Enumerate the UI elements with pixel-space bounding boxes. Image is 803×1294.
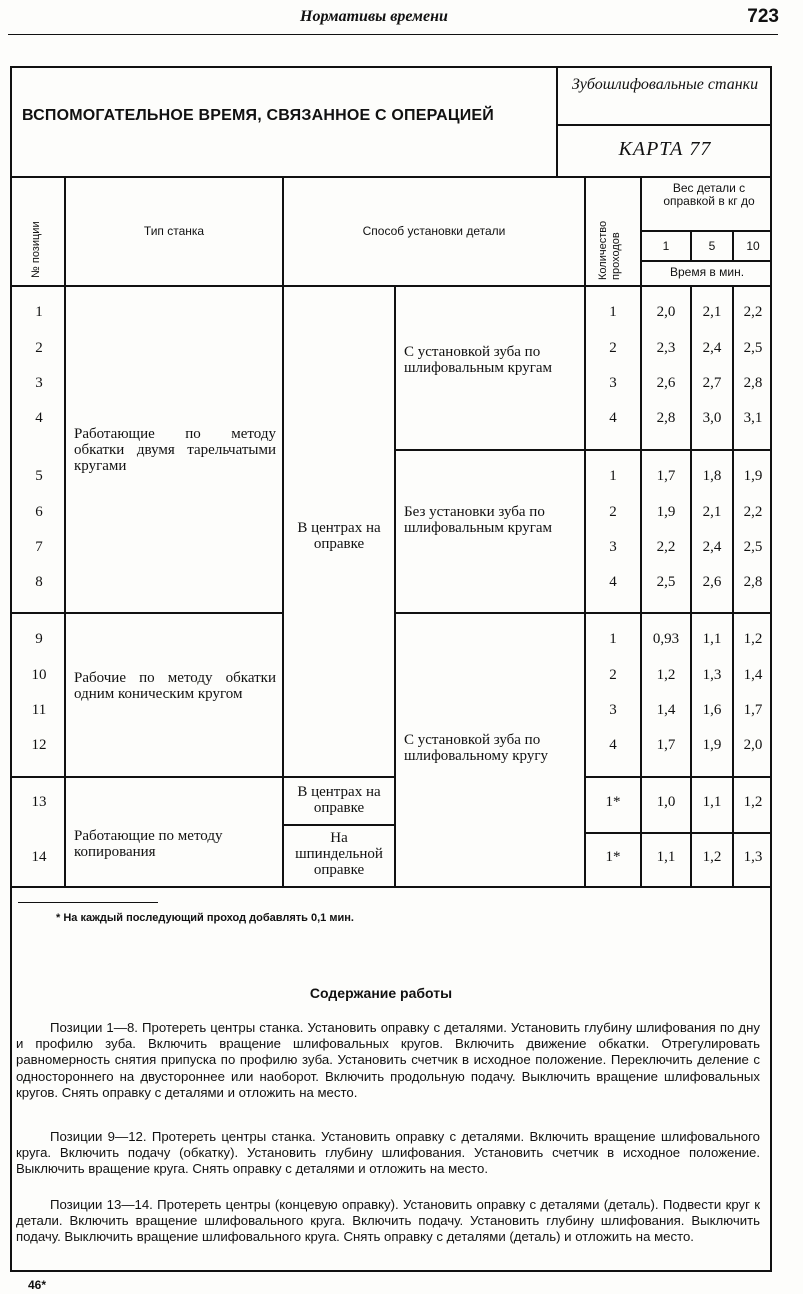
row-passes: 2	[609, 667, 617, 683]
machine-type: Зубошлифовальные станки	[571, 76, 759, 93]
col-pos-header: № позиции	[30, 221, 42, 278]
weight-5: 5	[708, 239, 716, 253]
row-passes: 3	[609, 702, 617, 718]
body-line-type	[282, 287, 284, 886]
group-rule-12-13-right	[586, 776, 772, 778]
row-time-10kg: 2,2	[743, 504, 763, 520]
row-time-1kg: 1,0	[656, 794, 676, 810]
row-time-5kg: 1,3	[702, 667, 722, 683]
row-position: 10	[31, 667, 47, 683]
group-rule-4-5	[396, 449, 772, 451]
variant-single-wheel: С установкой зуба по шлифовальному кругу	[404, 732, 549, 764]
running-header-title: Нормативы времени	[300, 8, 448, 25]
row-position: 4	[35, 410, 43, 426]
row-time-5kg: 2,1	[702, 504, 722, 520]
mount-spindle-14: На шпиндельной оправке	[295, 830, 383, 878]
row-time-10kg: 2,0	[743, 737, 763, 753]
col-type-header: Тип станка	[143, 224, 205, 238]
row-time-5kg: 1,1	[702, 794, 722, 810]
header-bottom-rule	[12, 285, 772, 287]
row-passes: 1*	[605, 794, 621, 810]
row-position: 5	[35, 468, 43, 484]
row-time-1kg: 2,6	[656, 375, 676, 391]
type-group-3: Работающие по методу копирования	[74, 828, 223, 860]
row-time-1kg: 2,5	[656, 574, 676, 590]
row-passes: 4	[609, 574, 617, 590]
row-time-5kg: 2,6	[702, 574, 722, 590]
row-passes: 1	[609, 304, 617, 320]
weight-1: 1	[662, 239, 670, 253]
rule-13-14-right	[586, 832, 772, 834]
row-position: 8	[35, 574, 43, 590]
title-divider	[556, 68, 558, 176]
row-time-10kg: 2,8	[743, 375, 763, 391]
row-time-1kg: 2,8	[656, 410, 676, 426]
row-time-5kg: 2,1	[702, 304, 722, 320]
row-time-5kg: 1,8	[702, 468, 722, 484]
row-time-10kg: 1,2	[743, 794, 763, 810]
row-time-1kg: 2,0	[656, 304, 676, 320]
card-number: КАРТА 77	[618, 138, 712, 160]
col-line-3	[584, 178, 586, 286]
row-position: 7	[35, 539, 43, 555]
row-time-10kg: 3,1	[743, 410, 763, 426]
row-time-5kg: 2,4	[702, 340, 722, 356]
row-passes: 2	[609, 504, 617, 520]
row-time-5kg: 1,1	[702, 631, 722, 647]
time-sub-rule	[642, 260, 772, 262]
row-time-1kg: 2,3	[656, 340, 676, 356]
row-position: 11	[31, 702, 47, 718]
header-rule	[8, 34, 778, 35]
weight-sub-rule	[642, 230, 772, 232]
row-time-10kg: 1,4	[743, 667, 763, 683]
type-group-2: Рабочие по методу обкатки одним коническим кругом	[74, 670, 276, 702]
row-passes: 1	[609, 468, 617, 484]
row-time-10kg: 2,5	[743, 340, 763, 356]
row-position: 3	[35, 375, 43, 391]
body-line-mount	[394, 287, 396, 886]
rule-13-14-mount	[284, 824, 394, 826]
variant-with-setting: С установкой зуба по шлифовальным кругам	[404, 344, 553, 376]
table-top-rule	[12, 176, 772, 178]
row-time-10kg: 2,2	[743, 304, 763, 320]
row-time-1kg: 1,2	[656, 667, 676, 683]
row-time-10kg: 2,8	[743, 574, 763, 590]
row-time-1kg: 1,7	[656, 737, 676, 753]
row-time-5kg: 2,7	[702, 375, 722, 391]
col-method-header: Способ установки детали	[362, 224, 506, 238]
row-time-1kg: 2,2	[656, 539, 676, 555]
title-hdivider	[556, 124, 772, 126]
footnote-rule	[18, 902, 158, 903]
row-time-10kg: 1,9	[743, 468, 763, 484]
row-passes: 3	[609, 375, 617, 391]
footnote: * На каждый последующий проход добавлять 0,1 мин.	[56, 912, 354, 924]
row-time-10kg: 1,2	[743, 631, 763, 647]
type-group-1: Работающие по методу обкатки двумя тарельчатыми кругами	[74, 426, 276, 474]
body-line-variant	[584, 287, 586, 886]
paragraph-positions-13-14: Позиции 13—14. Протереть центры (концевую оправку). Установить оправку с деталями (деталь). Подвести круг к детали. Включить вращение шлифовального круга. Включить подачу. Установить глубину шлифования. Выключить подачу. Выключить вращение шлифовального круга. Снять оправку с деталями (деталь) и отложить на место.	[16, 1197, 760, 1245]
mount-centers-13: В центрах на оправке	[297, 784, 381, 816]
page-number: 723	[747, 6, 779, 27]
row-time-5kg: 2,4	[702, 539, 722, 555]
signature-mark: 46*	[28, 1278, 47, 1292]
row-time-1kg: 1,1	[656, 849, 676, 865]
paragraph-positions-9-12: Позиции 9—12. Протереть центры станка. Установить оправку с деталями. Включить вращение шлифовального круга. Включить подачу (обкатку). Установить глубину шлифования. Установить счетчик в исходное положение. Выключить вращение круга. Снять оправку с деталями и отложить на место.	[16, 1129, 760, 1177]
mount-centers: В центрах на оправке	[297, 520, 381, 552]
group-rule-8-9-right	[396, 612, 772, 614]
row-position: 13	[31, 794, 47, 810]
row-position: 6	[35, 504, 43, 520]
paragraph-positions-1-8: Позиции 1—8. Протереть центры станка. Установить оправку с деталями. Установить глубину шлифования по дну и профилю зуба. Включить вращение шлифовальных кругов. Включить движение обкатки. Отрегулировать равномерность снятия припуска по профилю зуба. Установить счетчик в исходное положение. Переключить деление с одностороннего на двустороннее или наоборот. Включить продольную подачу. Выключить вращение шлифовальных кругов. Снять оправку с деталями и отложить на место.	[16, 1020, 760, 1100]
variant-without-setting: Без установки зуба по шлифовальным кругам	[404, 504, 553, 536]
row-time-1kg: 1,9	[656, 504, 676, 520]
row-position: 9	[35, 631, 43, 647]
row-position: 2	[35, 340, 43, 356]
group-rule-12-13-left	[12, 776, 394, 778]
col-passes-header: Количество проходов	[597, 220, 622, 280]
row-time-5kg: 1,9	[702, 737, 722, 753]
row-passes: 3	[609, 539, 617, 555]
col-time-header: Время в мин.	[669, 265, 745, 279]
row-time-5kg: 1,6	[702, 702, 722, 718]
row-position: 12	[31, 737, 47, 753]
row-time-1kg: 0,93	[652, 631, 680, 647]
row-position: 14	[31, 849, 47, 865]
table-bottom-rule	[12, 886, 772, 888]
row-passes: 1*	[605, 849, 621, 865]
row-time-1kg: 1,7	[656, 468, 676, 484]
row-position: 1	[35, 304, 43, 320]
group-rule-8-9-left	[12, 612, 282, 614]
row-time-5kg: 3,0	[702, 410, 722, 426]
row-passes: 4	[609, 737, 617, 753]
row-passes: 4	[609, 410, 617, 426]
row-time-10kg: 1,7	[743, 702, 763, 718]
card-title: ВСПОМОГАТЕЛЬНОЕ ВРЕМЯ, СВЯЗАННОЕ С ОПЕРАЦИЕЙ	[22, 107, 495, 124]
row-time-5kg: 1,2	[702, 849, 722, 865]
body-line-pos	[64, 287, 66, 886]
row-passes: 2	[609, 340, 617, 356]
row-time-1kg: 1,4	[656, 702, 676, 718]
row-passes: 1	[609, 631, 617, 647]
row-time-10kg: 2,5	[743, 539, 763, 555]
content-title: Содержание работы	[309, 985, 453, 1001]
row-time-10kg: 1,3	[743, 849, 763, 865]
col-weight-header: Вес детали с оправкой в кг до	[663, 181, 755, 208]
weight-10: 10	[746, 239, 760, 253]
